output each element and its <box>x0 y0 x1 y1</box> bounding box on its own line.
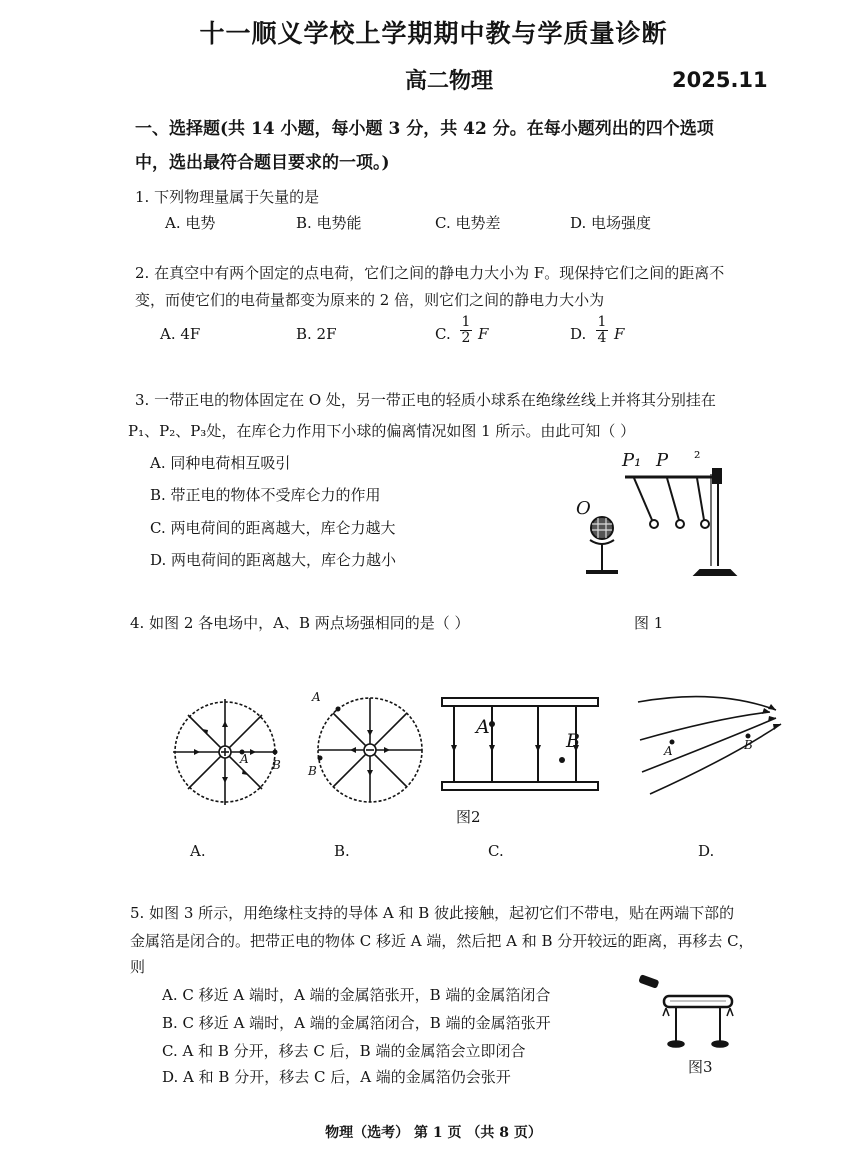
q3-option-c: C. 两电荷间的距离越大，库仑力越大 <box>150 519 396 537</box>
page-footer: 物理（选考） 第 1 页 （共 8 页） <box>325 1125 542 1141</box>
figure-2d-curved-field <box>636 684 786 794</box>
q2-stem-line1: 2. 在真空中有两个固定的点电荷，它们之间的静电力大小为 F。现保持它们之间的距离不 <box>135 264 725 282</box>
q1-option-a: A. 电势 <box>165 214 216 232</box>
q2-option-d-fraction <box>596 315 608 346</box>
q1-option-b: B. 电势能 <box>296 214 362 232</box>
q5-stem-line1: 5. 如图 3 所示，用绝缘柱支持的导体 A 和 B 彼此接触，起初它们不带电，贴在两端下部的 <box>130 904 735 922</box>
q2-option-d-tail: F <box>614 325 625 343</box>
fig2-label-b: B. <box>334 842 350 860</box>
section-heading-line2: 中，选出最符合题目要求的一项。) <box>135 153 390 173</box>
curved-field-arrowheads <box>762 704 781 730</box>
fig2a-point-a: A <box>240 752 249 766</box>
q2-c-numerator: 1 <box>461 314 471 330</box>
fig1-label-p3: ² <box>694 448 701 467</box>
figure-2b-negative-charge-field <box>310 692 425 807</box>
q5-option-a: A. C 移近 A 端时，A 端的金属箔张开，B 端的金属箔闭合 <box>162 986 551 1004</box>
q2-option-a: A. 4F <box>160 325 201 343</box>
fraction-bar: 4 <box>597 330 607 346</box>
subject-title: 高二物理 <box>405 68 494 94</box>
q5-stem-line2: 金属箔是闭合的。把带正电的物体 C 移近 A 端，然后把 A 和 B 分开较远的距离，再移去 C， <box>130 932 754 950</box>
exam-date: 2025.11 <box>672 68 768 92</box>
fig2d-point-a: A <box>664 744 673 758</box>
q5-option-b: B. C 移近 A 端时，A 端的金属箔闭合，B 端的金属箔张开 <box>162 1014 551 1032</box>
q5-stem-line3: 则 <box>130 958 146 976</box>
q3-option-b: B. 带正电的物体不受库仑力的作用 <box>150 486 381 504</box>
q3-stem-line2: P₁、P₂、P₃处，在库仑力作用下小球的偏离情况如图 1 所示。由此可知（ ） <box>128 422 636 440</box>
q2-option-c-fraction <box>460 315 472 346</box>
q5-option-d: D. A 和 B 分开，移去 C 后，A 端的金属箔仍会张开 <box>162 1068 511 1086</box>
uniform-field-arrowheads <box>451 745 579 752</box>
fig2c-point-a: A <box>476 716 490 738</box>
q5-option-c: C. A 和 B 分开，移去 C 后，B 端的金属箔会立即闭合 <box>162 1042 526 1060</box>
fig2d-point-b: B <box>744 738 753 752</box>
pendulum-stand <box>625 469 735 575</box>
q2-stem-line2: 变，而使它们的电荷量都变为原来的 2 倍，则它们之间的静电力大小为 <box>135 291 605 309</box>
charged-body-o <box>586 517 618 572</box>
q1-stem: 1. 下列物理量属于矢量的是 <box>135 188 320 206</box>
fig1-label-p1: P₁ <box>622 450 642 471</box>
fig2b-point-a: A <box>312 690 321 704</box>
q2-option-d: D. <box>570 325 587 343</box>
q2-option-b: B. 2F <box>296 325 337 343</box>
fig2-label-a: A. <box>190 842 206 860</box>
figure-2a-positive-charge-field <box>168 696 283 808</box>
fig2-label-c: C. <box>488 842 504 860</box>
fig2-label-d: D. <box>698 842 715 860</box>
fig2b-point-b: B <box>308 764 317 778</box>
figure-3-conductors <box>636 972 746 1054</box>
q1-option-c: C. 电势差 <box>435 214 501 232</box>
q3-option-a: A. 同种电荷相互吸引 <box>150 454 291 472</box>
fraction-bar: 2 <box>461 330 471 346</box>
q3-option-d: D. 两电荷间的距离越大，库仑力越小 <box>150 551 397 569</box>
q3-stem-line1: 3. 一带正电的物体固定在 O 处，另一带正电的轻质小球系在绝缘丝线上并将其分别挂在 <box>135 391 716 409</box>
q4-stem: 4. 如图 2 各电场中，A、B 两点场强相同的是（ ） <box>130 614 470 632</box>
q1-option-d: D. 电场强度 <box>570 214 652 232</box>
fig1-label-o: O <box>576 498 591 519</box>
q2-option-c: C. <box>435 325 451 343</box>
figure-3-caption: 图3 <box>688 1058 713 1076</box>
fig2c-point-b: B <box>566 730 580 752</box>
fig2a-point-b: B <box>272 758 281 772</box>
figure-1-caption: 图 1 <box>634 614 664 632</box>
q2-option-c-tail: F <box>478 325 489 343</box>
charged-body-c <box>639 975 658 988</box>
page-title: 十一顺义学校上学期期中教与学质量诊断 <box>199 19 668 48</box>
q2-d-numerator: 1 <box>597 314 607 330</box>
fig1-label-p2: P <box>656 450 669 471</box>
figure-2-caption: 图2 <box>456 808 481 826</box>
section-heading-line1: 一、选择题(共 14 小题，每小题 3 分，共 42 分。在每小题列出的四个选项 <box>135 119 714 139</box>
